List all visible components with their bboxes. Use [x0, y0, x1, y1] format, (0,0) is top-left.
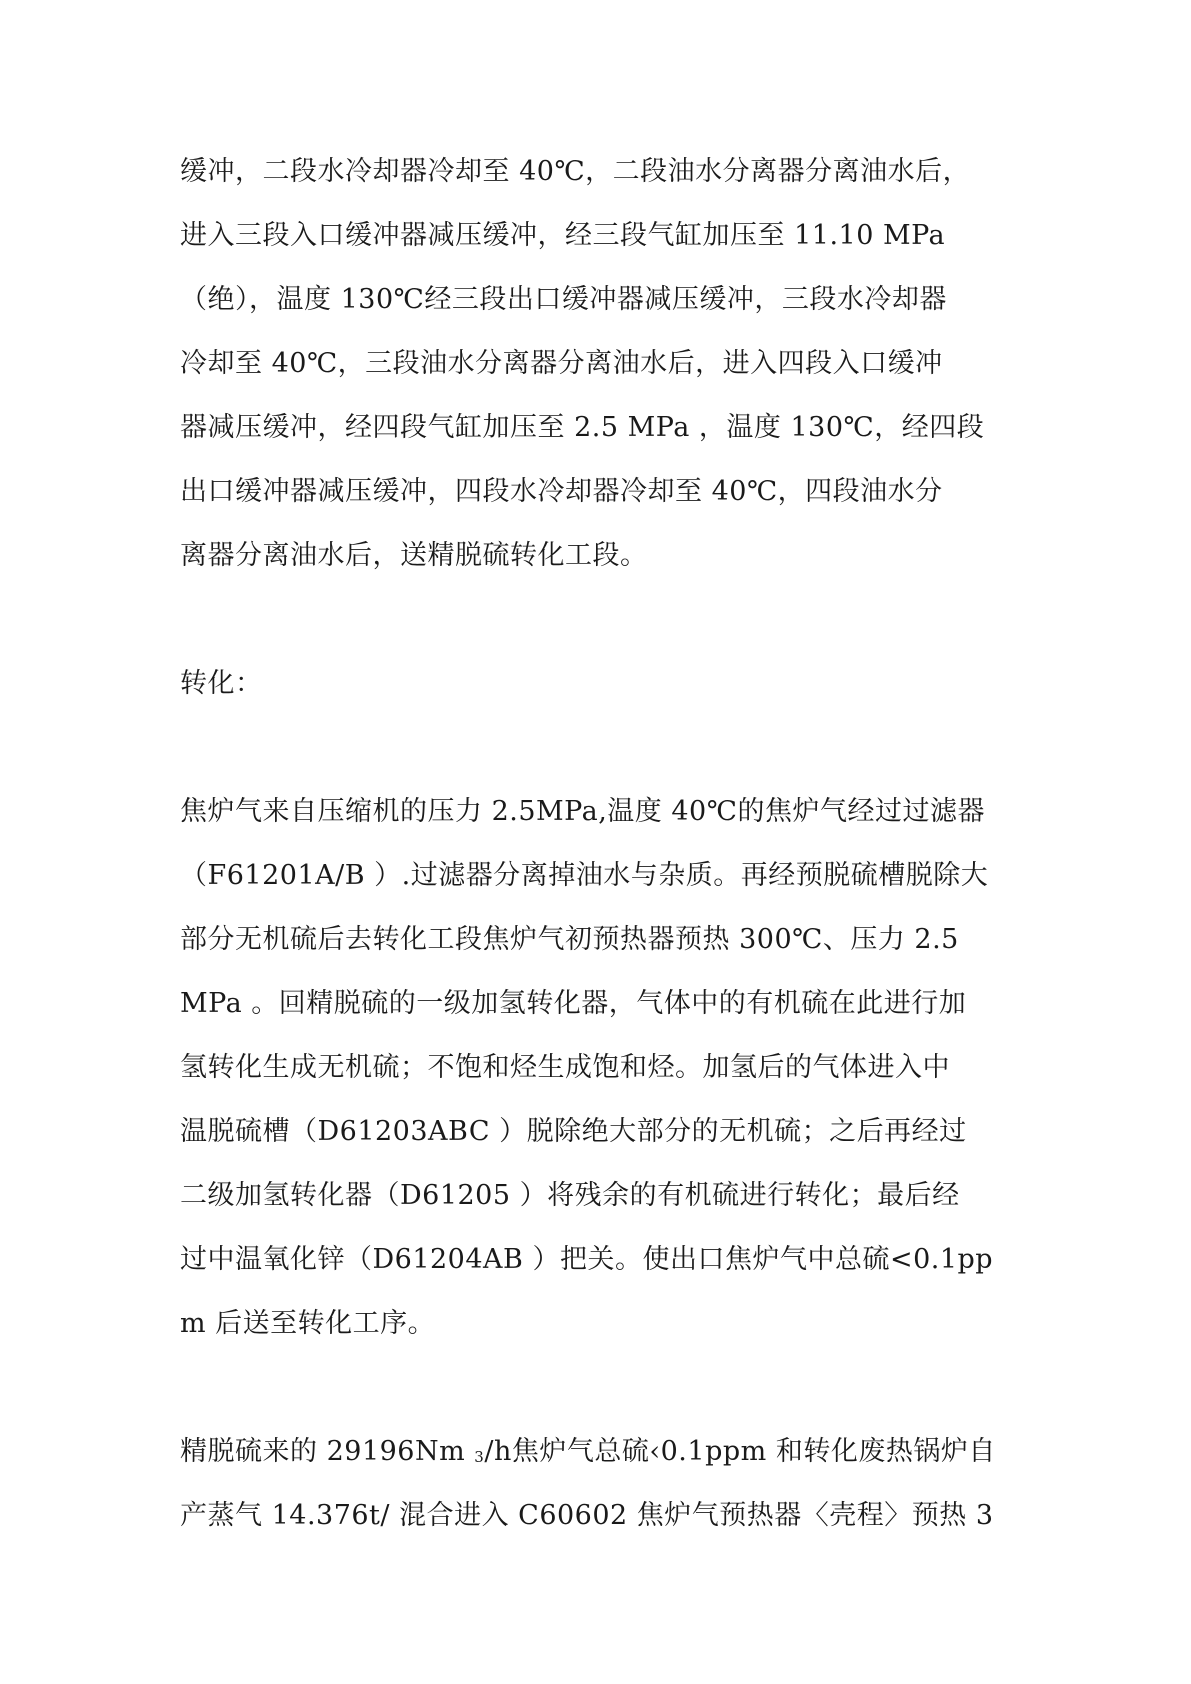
paragraph-gap — [180, 588, 1025, 652]
text-line — [180, 1420, 1025, 1484]
document-body — [180, 140, 1025, 1548]
text-line: 冷却至 40℃，三段油水分离器分离油水后，进入四段入口缓冲 — [180, 348, 943, 379]
subscript-text: 3 — [474, 1448, 485, 1466]
text-fragment: 精脱硫来的 29196Nm — [180, 1436, 475, 1467]
paragraph-gap — [180, 1356, 1025, 1420]
text-line: 离器分离油水后，送精脱硫转化工段。 — [180, 540, 648, 571]
text-line: 缓冲，二段水冷却器冷却至 40℃，二段油水分离器分离油水后， — [180, 156, 971, 187]
paragraph-desulfurization — [180, 780, 1025, 1356]
text-line: 部分无机硫后去转化工段焦炉气初预热器预热 300℃、压力 2.5 — [180, 924, 959, 955]
paragraph-compression — [180, 140, 1025, 588]
text-line: 过中温氧化锌（D61204AB ）把关。使出口焦炉气中总硫<0.1pp — [180, 1244, 994, 1275]
text-line: 器减压缓冲，经四段气缸加压至 2.5 MPa ，温度 130℃，经四段 — [180, 412, 985, 443]
text-line: （绝），温度 130℃经三段出口缓冲器减压缓冲，三段水冷却器 — [180, 284, 947, 315]
text-line: 氢转化生成无机硫；不饱和烃生成饱和烃。加氢后的气体进入中 — [180, 1052, 950, 1083]
paragraph-conversion-feed — [180, 1420, 1025, 1548]
text-line: 温脱硫槽（D61203ABC ）脱除绝大部分的无机硫；之后再经过 — [180, 1116, 967, 1147]
text-line: m 后送至转化工序。 — [180, 1308, 436, 1339]
text-line: 产蒸气 14.376t/ 混合进入 C60602 焦炉气预热器〈壳程〉预热 3 — [180, 1500, 994, 1531]
section-heading: 转化： — [180, 668, 263, 699]
text-line: 二级加氢转化器（D61205 ）将残余的有机硫进行转化；最后经 — [180, 1180, 960, 1211]
paragraph-gap — [180, 716, 1025, 780]
text-line: MPa 。回精脱硫的一级加氢转化器，气体中的有机硫在此进行加 — [180, 988, 967, 1019]
text-line: 出口缓冲器减压缓冲，四段水冷却器冷却至 40℃，四段油水分 — [180, 476, 943, 507]
text-line: 进入三段入口缓冲器减压缓冲，经三段气缸加压至 11.10 MPa — [180, 220, 946, 251]
text-fragment: /h焦炉气总硫‹0.1ppm 和转化废热锅炉自 — [484, 1436, 996, 1467]
text-line: （F61201A/B ）.过滤器分离掉油水与杂质。再经预脱硫槽脱除大 — [180, 860, 989, 891]
text-line: 焦炉气来自压缩机的压力 2.5MPa,温度 40℃的焦炉气经过过滤器 — [180, 796, 985, 827]
